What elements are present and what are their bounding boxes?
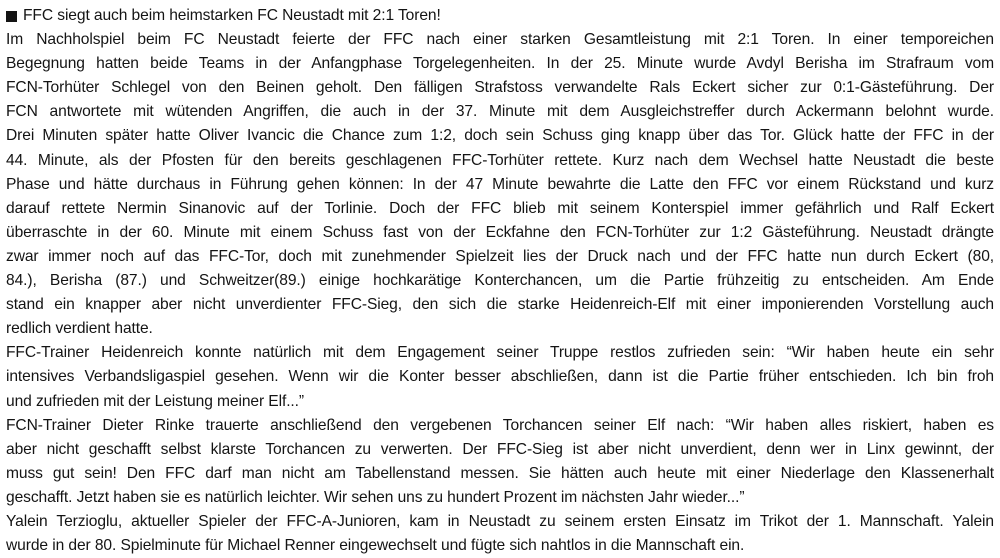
body-line-9: überraschte in der 60. Minute mit einem Schuss fast von der Eckfahne den FCN-Torhüter zur 1:2 Gästeführung. Neustadt drängte xyxy=(6,223,994,241)
body-line-10: zwar immer noch auf das FFC-Tor, doch mit zunehmender Spielzeit lies der Druck nach und der FFC hatte nun durch Eckert (80, xyxy=(6,247,994,265)
body-line-3: FCN-Torhüter Schlegel von den Beinen geholt. Den fälligen Strafstoss verwandelte Rals Eckert sicher zur 0:1-Gästeführung. Der xyxy=(6,79,994,97)
body-line-5: Drei Minuten später hatte Oliver Ivancic die Chance zum 1:2, doch sein Schuss ging knapp über das Tor. Glück hatte der FFC in der xyxy=(6,127,994,145)
headline: FFC siegt auch beim heimstarken FC Neustadt mit 2:1 Toren! xyxy=(23,7,441,24)
quote-heidenreich-line-2: intensives Verbandsligaspiel gesehen. Wenn wir die Konter besser abschließen, dann ist die Partie früher entschieden. Ich bin froh xyxy=(6,368,994,386)
body-line-2: Begegnung hatten beide Teams in der Anfangphase Torgelegenheiten. In der 25. Minute wurde Avdyl Berisha im Strafraum vom xyxy=(6,55,994,73)
quote-heidenreich-line-1: FFC-Trainer Heidenreich konnte natürlich mit dem Engagement seiner Truppe restlos zufrieden sein: “Wir haben heute ein sehr xyxy=(6,344,994,362)
body-line-12: stand ein knapper aber nicht unverdienter FFC-Sieg, den sich die starke Heidenreich-Elf mit einer imponierenden Vorstellung auch xyxy=(6,296,994,314)
square-bullet-icon xyxy=(6,11,17,22)
body-line-7: Phase und hätte durchaus in Führung gehen können: In der 47 Minute bewahrte die Latte den FFC vor einem Rückstand und kurz xyxy=(6,175,994,193)
body-line-4: FCN antwortete mit wütenden Angriffen, die auch in der 37. Minute mit dem Ausgleichstreffer durch Ackermann belohnt wurde. xyxy=(6,103,994,121)
body-line-6: 44. Minute, als der Pfosten für den bereits geschlagenen FFC-Torhüter rettete. Kurz nach dem Wechsel hatte Neustadt die beste xyxy=(6,151,994,169)
quote-rinke-line-3: muss gut sein! Den FFC darf man nicht am Tabellenstand messen. Sie hätten auch heute mit einer Niederlage den Klassenerhalt xyxy=(6,464,994,482)
quote-rinke-line-1: FCN-Trainer Dieter Rinke trauerte anschließend den vergebenen Torchancen seiner Elf nach: “Wir haben alles riskiert, haben es xyxy=(6,416,994,434)
quote-rinke-line-4: geschafft. Jetzt haben sie es natürlich leichter. Wir sehen uns zu hundert Prozent im nächsten Jahr wieder...” xyxy=(6,488,745,506)
body-line-13: redlich verdient hatte. xyxy=(6,320,153,338)
body-line-11: 84.), Berisha (87.) und Schweitzer(89.) einige hochkarätige Konterchancen, um die Partie frühzeitig zu entscheiden. Am Ende xyxy=(6,272,994,290)
headline-row xyxy=(6,4,994,28)
terzioglu-line-1: Yalein Terzioglu, aktueller Spieler der FFC-A-Junioren, kam in Neustadt zu seinem ersten Einsatz im Trikot der 1. Mannschaft. Yalein xyxy=(6,512,994,530)
quote-heidenreich-line-3: und zufrieden mit der Leistung meiner Elf...” xyxy=(6,392,304,410)
terzioglu-line-2: wurde in der 80. Spielminute für Michael Renner eingewechselt und fügte sich nahtlos in die Mannschaft ein. xyxy=(6,537,745,555)
quote-rinke-line-2: aber nicht geschafft selbst klarste Torchancen zu verwerten. Der FFC-Sieg ist aber nicht unverdient, denn wer in Linx gewinnt, der xyxy=(6,440,994,458)
body-line-8: darauf rettete Nermin Sinanovic auf der Torlinie. Doch der FFC blieb mit seinem Konterspiel immer gefährlich und Ralf Eckert xyxy=(6,199,994,217)
body-line-1: Im Nachholspiel beim FC Neustadt feierte der FFC nach einer starken Gesamtleistung mit 2:1 Toren. In einer temporeichen xyxy=(6,31,994,49)
